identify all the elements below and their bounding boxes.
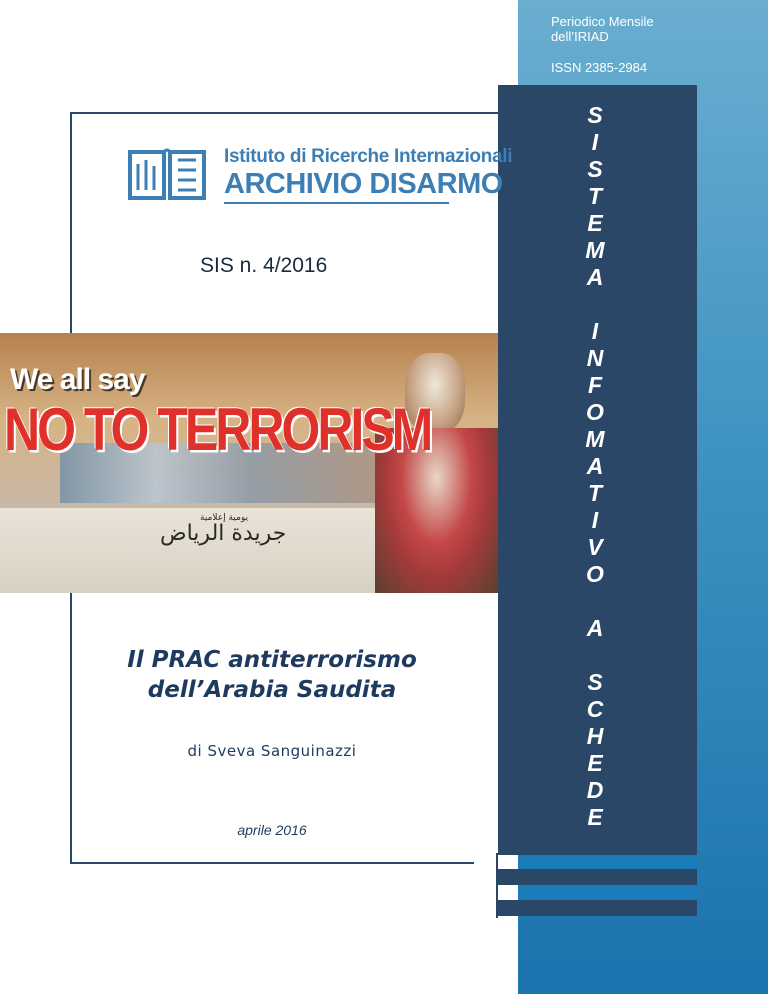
frame-border <box>70 862 474 864</box>
vertical-title-letter: S <box>587 102 603 128</box>
photo-arabic-small: يومية إعلامية <box>200 513 248 523</box>
vertical-title-gap <box>580 291 610 318</box>
decor-bar <box>498 900 697 916</box>
archivio-disarmo-logo-icon <box>122 146 212 204</box>
vertical-title-letter: E <box>587 210 603 236</box>
vertical-title-gap <box>580 642 610 669</box>
vertical-title-letter: M <box>585 237 605 263</box>
issn-label: ISSN 2385-2984 <box>551 60 648 75</box>
logo-archivio-disarmo: ARCHIVIO DISARMO <box>224 168 503 200</box>
decor-line <box>496 853 498 918</box>
vertical-title-letter: E <box>587 804 603 830</box>
vertical-title-letter: O <box>586 561 604 587</box>
document-title-line1: Il PRAC antiterrorismo <box>127 647 417 673</box>
document-title <box>70 645 474 705</box>
periodico-label: Periodico Mensile dell’IRIAD <box>551 14 654 44</box>
photo-slogan: NO TO TERRORISM <box>4 396 431 464</box>
vertical-title-letter: O <box>586 399 604 425</box>
decor-bar <box>498 885 697 899</box>
vertical-title-letter: I <box>591 129 599 155</box>
vertical-title-letter: C <box>586 696 604 722</box>
vertical-title-letter: D <box>586 777 604 803</box>
vertical-title-letter: H <box>586 723 604 749</box>
decor-bar <box>498 869 697 885</box>
vertical-title-letter: T <box>587 183 603 209</box>
logo-institute-name: Istituto di Ricerche Internazionali <box>224 146 513 167</box>
logo-underline <box>224 202 449 204</box>
vertical-title-letter: I <box>591 507 599 533</box>
issue-number: SIS n. 4/2016 <box>200 254 328 277</box>
vertical-title-letter: S <box>587 669 603 695</box>
vertical-title-letter: F <box>587 372 603 398</box>
cover-photo <box>0 333 498 593</box>
vertical-title-letter: A <box>586 615 604 641</box>
photo-we-all-say: We all say <box>10 363 145 396</box>
vertical-title-gap <box>580 588 610 615</box>
document-title-line2: dell’Arabia Saudita <box>147 677 397 703</box>
vertical-title-letter: I <box>591 318 599 344</box>
photo-arabic-text: جريدة الرياض <box>160 521 287 546</box>
vertical-title-letter: E <box>587 750 603 776</box>
vertical-title-letter: A <box>586 453 604 479</box>
vertical-series-title <box>580 102 610 831</box>
vertical-title-letter: A <box>586 264 604 290</box>
vertical-title-letter: V <box>587 534 603 560</box>
author: di Sveva Sanguinazzi <box>187 742 357 760</box>
vertical-title-letter: M <box>585 426 605 452</box>
decor-bar <box>498 855 697 869</box>
frame-border <box>70 112 498 114</box>
publication-date: aprile 2016 <box>237 822 307 838</box>
vertical-title-letter: T <box>587 480 603 506</box>
vertical-title-letter: N <box>586 345 604 371</box>
vertical-title-letter: S <box>587 156 603 182</box>
